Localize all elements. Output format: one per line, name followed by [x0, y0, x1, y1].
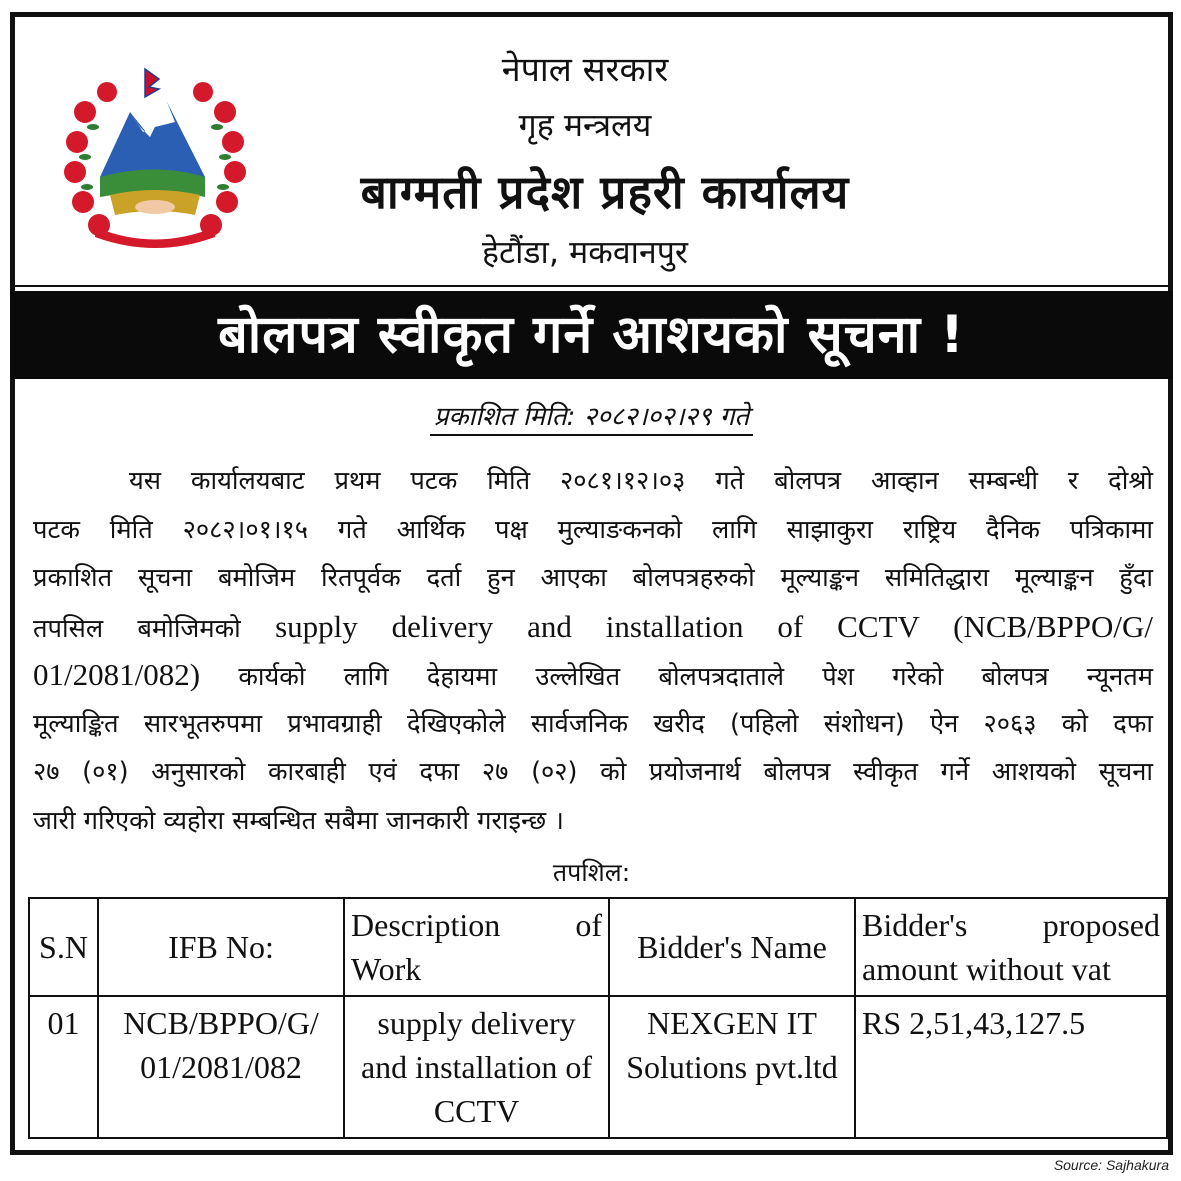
body-line — [33, 651, 1153, 700]
header-description: Description of Work — [344, 898, 609, 996]
body-line: पटक मिति २०८२।०१।१५ गते आर्थिक पक्ष मुल्याङकनको लागि साझाकुरा राष्ट्रिय दैनिक पत्रिकामा — [33, 514, 1153, 545]
notice-header — [15, 17, 1168, 287]
body-text-fragment: तपसिल बमोजिमको — [33, 613, 241, 644]
bid-table — [28, 897, 1168, 1139]
body-line: २७ (०१) अनुसारको कारबाही एवं दफा २७ (०२) को प्रयोजनार्थ बोलपत्र स्वीकृत गर्ने आशयको सूचना — [33, 757, 1153, 787]
body-line: प्रकाशित सूचना बमोजिम रितपूर्वक दर्ता हुन आएका बोलपत्रहरुको मूल्याङ्कन समितिद्धारा मूल्याङ्कन हुँदा — [33, 563, 1153, 593]
body-line: यस कार्यालयबाट प्रथम पटक मिति २०८१।१२।०३ गते बोलपत्र आव्हान सम्बन्धी र दोश्रो — [129, 466, 1153, 496]
body-line — [33, 603, 1153, 652]
source-credit: Source: Sajhakura — [1053, 1157, 1169, 1173]
office-location: हेटौंडा, मकवानपुर — [482, 233, 688, 271]
notice-body — [33, 457, 1153, 845]
body-line: जारी गरिएको व्यहोरा सम्बन्धित सबैमा जानकारी गराइन्छ । — [33, 805, 564, 836]
ministry-name: गृह मन्त्रलय — [518, 106, 652, 144]
cell-bidder-name: NEXGEN IT Solutions pvt.ltd — [609, 996, 855, 1138]
header-ifb: IFB No: — [98, 898, 344, 996]
header-bidder-name: Bidder's Name — [609, 898, 855, 996]
ifb-reference-text: 01/2081/082) — [33, 657, 201, 692]
government-name: नेपाल सरकार — [501, 50, 669, 90]
cell-sn: 01 — [29, 996, 98, 1138]
notice-title-banner: बोलपत्र स्वीकृत गर्ने आशयको सूचना ! — [10, 291, 1173, 379]
header-sn: S.N — [29, 898, 98, 996]
office-name: बाग्मती प्रदेश प्रहरी कार्यालय — [360, 165, 850, 219]
details-label: तपशिल: — [552, 858, 631, 887]
cell-ifb: NCB/BPPO/G/ 01/2081/082 — [98, 996, 344, 1138]
header-amount: Bidder's proposed amount without vat — [855, 898, 1167, 996]
published-date — [15, 397, 1168, 433]
cell-description: supply delivery and installation of CCTV — [344, 996, 609, 1138]
cell-amount: RS 2,51,43,127.5 — [855, 996, 1167, 1138]
table-header-row — [29, 898, 1167, 996]
header-divider — [10, 285, 1173, 287]
body-text-fragment: कार्यको लागि देहायमा उल्लेखित बोलपत्रदाताले पेश गरेको बोलपत्र न्यूनतम — [238, 662, 1154, 692]
table-row — [29, 996, 1167, 1138]
notice-frame — [10, 12, 1173, 1155]
body-line: मूल्याङ्कित सारभूतरुपमा प्रभावग्राही देखिएकोले सार्वजनिक खरीद (पहिलो संशोधन) ऐन २०६३ को दफा — [33, 708, 1153, 739]
published-date-text: प्रकाशित मिति: २०८२।०२।२९ गते — [430, 402, 753, 436]
work-title-text: supply delivery and installation of CCTV (NCB/BPPO/G/ — [275, 608, 1154, 644]
